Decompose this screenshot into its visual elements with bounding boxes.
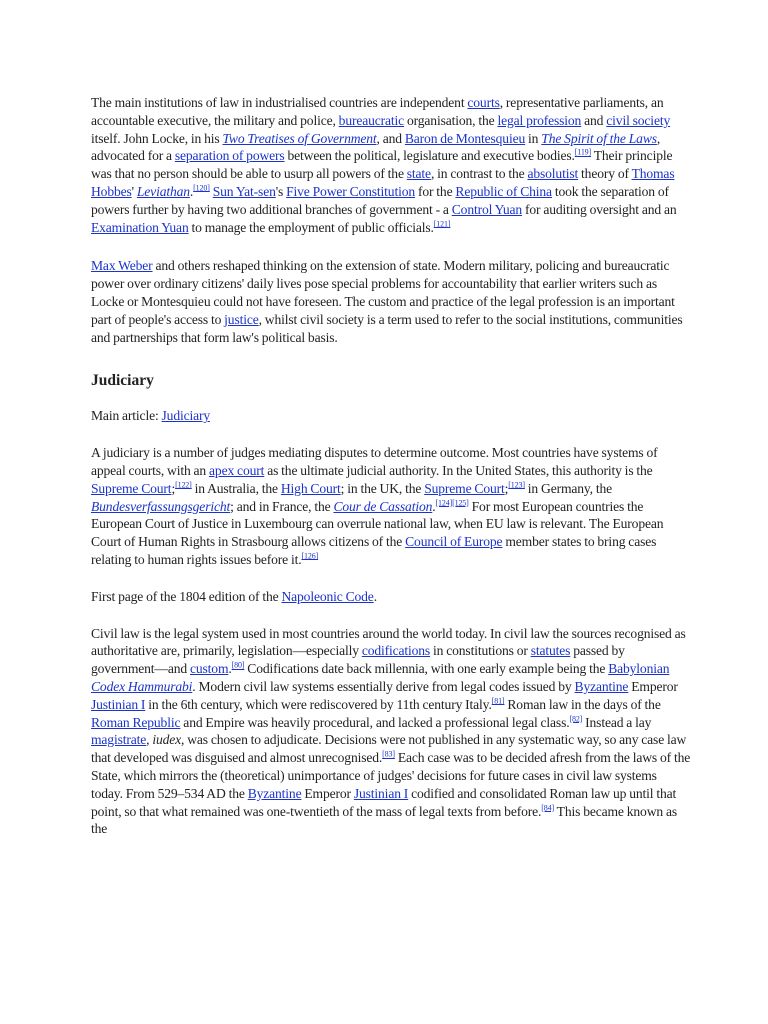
text: in Australia, the: [191, 480, 281, 496]
link-roman-republic[interactable]: Roman Republic: [91, 714, 181, 730]
text: organisation, the: [404, 112, 498, 128]
text: ;: [504, 480, 509, 496]
text: theory of: [578, 166, 632, 182]
paragraph-max-weber: [91, 257, 691, 346]
text: codified and consolidated Roman law up until that point, so that what remained was one-twentieth of the mass of legal texts from before.: [91, 785, 677, 819]
text: ; and in France, the: [230, 498, 334, 514]
link-max-weber[interactable]: Max Weber: [91, 258, 153, 274]
text: Civil law is the legal system used in most countries around the world today. In civil law the sources recognised as authoritative are, primarily, legislation—especially: [91, 625, 686, 659]
text: .: [189, 183, 194, 199]
link-republic-of-china[interactable]: Republic of China: [455, 183, 552, 199]
text: took the separation of powers further by having two additional branches of government - a: [91, 183, 669, 217]
text: , and: [376, 130, 405, 146]
text: in constitutions or: [430, 643, 531, 659]
link-civil-society[interactable]: civil society: [606, 112, 671, 128]
text: Roman law in the days of the: [504, 696, 661, 712]
text: , was chosen to adjudicate. Decisions were not published in any systematic way, so any case law that developed was disguised and almost unrecognised.: [91, 732, 687, 766]
reference-120: [193, 183, 210, 192]
link-thomas-hobbes[interactable]: Thomas Hobbes: [91, 166, 675, 199]
link-bureaucratic[interactable]: bureaucratic: [338, 112, 405, 128]
link-supreme-court-uk[interactable]: Supreme Court: [424, 480, 505, 496]
text: First page of the 1804 edition of the: [91, 588, 282, 604]
citation-link[interactable]: [119]: [574, 147, 592, 157]
reference-122: [175, 480, 192, 489]
text: .: [373, 588, 377, 604]
reference-80: [232, 661, 245, 670]
text: and Empire was heavily procedural, and lacked a professional legal class.: [180, 714, 570, 730]
citation-link[interactable]: [120]: [193, 183, 210, 193]
text: A judiciary is a number of judges mediating disputes to determine outcome. Most countries have systems of appeal courts, with an: [91, 445, 658, 478]
text: ,: [146, 732, 153, 748]
text: .: [432, 498, 436, 514]
section-heading: Judiciary: [91, 372, 154, 390]
text: Instead a lay: [582, 714, 652, 730]
link-five-power-constitution[interactable]: Five Power Constitution: [286, 183, 415, 199]
paragraph-judiciary: [91, 444, 691, 569]
link-apex-court[interactable]: apex court: [209, 462, 265, 478]
image-caption: [91, 588, 691, 606]
text: ;: [171, 480, 176, 496]
link-supreme-court-us[interactable]: Supreme Court: [91, 480, 172, 496]
text: itself. John Locke, in his: [91, 130, 223, 146]
link-babylonian[interactable]: Babylonian: [608, 661, 670, 677]
text: , whilst civil society is a term used to refer to the social institutions, communities and partnerships that form law's political basis.: [91, 311, 683, 345]
text: .: [228, 661, 232, 677]
link-cour-de-cassation[interactable]: Cour de Cassation: [333, 498, 433, 514]
text: and: [581, 112, 607, 128]
link-byzantine[interactable]: Byzantine: [574, 678, 629, 694]
text: . Modern civil law systems essentially derive from legal codes issued by: [192, 678, 575, 694]
iudex-term: iudex: [152, 732, 182, 748]
link-courts[interactable]: courts: [467, 95, 500, 110]
text: Their principle was that no person should be able to usurp all powers of the: [91, 148, 673, 182]
link-control-yuan[interactable]: Control Yuan: [451, 201, 523, 217]
link-examination-yuan[interactable]: Examination Yuan: [91, 219, 189, 235]
link-napoleonic-code[interactable]: Napoleonic Code: [281, 588, 374, 604]
text: in: [525, 130, 542, 146]
reference-124-125: [436, 498, 469, 507]
link-leviathan[interactable]: Leviathan: [136, 183, 190, 199]
link-council-of-europe[interactable]: Council of Europe: [405, 534, 503, 550]
citation-link[interactable]: [126]: [301, 551, 319, 561]
reference-121: [434, 219, 451, 228]
text: For most European countries the European Court of Justice in Luxembourg can overrule national law, when EU law is relevant. The European Court of Human Rights in Strasbourg allows citizens of the: [91, 498, 664, 550]
link-justinian-i[interactable]: Justinian I: [91, 696, 146, 712]
text: member states to bring cases relating to human rights issues before it.: [91, 534, 657, 567]
link-judiciary[interactable]: Judiciary: [161, 408, 211, 424]
citation-link[interactable]: [82]: [569, 713, 583, 723]
paragraph-civil-law: [91, 625, 691, 839]
citation-link[interactable]: [84]: [541, 802, 554, 812]
citation-link[interactable]: [81]: [491, 696, 505, 706]
text: as the ultimate judicial authority. In the United States, this authority is the: [264, 462, 653, 478]
paragraph-institutions: [91, 94, 691, 236]
citation-link[interactable]: [80]: [231, 660, 245, 670]
link-state[interactable]: state: [406, 166, 431, 182]
link-statutes[interactable]: statutes: [530, 643, 571, 659]
reference-81: [492, 696, 505, 705]
text: Emperor: [301, 785, 354, 801]
text: between the political, legislature and executive bodies.: [284, 148, 575, 164]
link-high-court[interactable]: High Court: [280, 480, 341, 496]
link-codifications[interactable]: codifications: [361, 643, 431, 659]
main-article-note: [91, 407, 691, 425]
link-custom[interactable]: custom: [190, 661, 229, 677]
text: ; in the UK, the: [340, 480, 425, 496]
link-codex-hammurabi[interactable]: Codex Hammurabi: [91, 678, 193, 694]
link-separation-of-powers[interactable]: separation of powers: [174, 148, 285, 164]
link-montesquieu[interactable]: Baron de Montesquieu: [404, 130, 526, 146]
link-legal-profession[interactable]: legal profession: [497, 112, 582, 128]
text: , representative parliaments, an accountable executive, the military and police,: [91, 95, 664, 128]
link-spirit-of-laws[interactable]: The Spirit of the Laws: [541, 130, 657, 146]
citation-link[interactable]: [121]: [433, 219, 451, 229]
text: Emperor: [628, 678, 678, 694]
text: in Germany, the: [524, 480, 613, 496]
citation-link[interactable]: [123]: [508, 480, 525, 490]
citation-link[interactable]: [122]: [175, 480, 192, 490]
reference-82: [569, 714, 582, 723]
text: This became known as the: [91, 803, 677, 837]
text: ': [131, 183, 137, 199]
citation-link[interactable]: [124][125]: [435, 498, 469, 508]
reference-126: [302, 551, 319, 560]
text: Each case was to be decided afresh from the laws of the State, which mirrors the (theoretical) unimportance of judges' decisions for future cases in civil law systems today. From 529–534 AD the: [91, 750, 691, 801]
reference-119: [575, 148, 591, 157]
main-article-label: Main article:: [91, 408, 162, 424]
link-justinian-i-2[interactable]: Justinian I: [353, 785, 409, 801]
text: passed by government—and: [91, 643, 625, 677]
text: in the 6th century, which were rediscovered by 11th century Italy.: [145, 696, 492, 712]
citation-link[interactable]: [83]: [382, 749, 395, 759]
link-justice[interactable]: justice: [224, 311, 259, 327]
link-absolutist[interactable]: absolutist: [527, 166, 579, 182]
link-two-treatises[interactable]: Two Treatises of Government: [222, 130, 377, 146]
article-body: [91, 94, 691, 838]
reference-84: [541, 803, 554, 812]
text: for the: [415, 183, 456, 199]
text: , in contrast to the: [430, 166, 528, 182]
reference-123: [508, 480, 525, 489]
text: The main institutions of law in industrialised countries are independent: [91, 95, 468, 110]
text: to manage the employment of public officials.: [188, 219, 434, 235]
text: , advocated for a: [91, 130, 661, 164]
link-magistrate[interactable]: magistrate: [91, 732, 147, 748]
reference-83: [382, 750, 395, 759]
text: for auditing oversight and an: [522, 201, 677, 217]
link-bundesverfassungsgericht[interactable]: Bundesverfassungsgericht: [91, 498, 231, 514]
link-byzantine-2[interactable]: Byzantine: [247, 785, 302, 801]
text: 's: [275, 183, 287, 199]
text: and others reshaped thinking on the extension of state. Modern military, policing and bureaucratic power over ordinary citizens' daily lives pose special problems for accountability that earlier writers such as Locke or Montesquieu could not have foreseen. The custom and practice of the legal profession is an important part of people's access to: [91, 258, 675, 327]
link-sun-yat-sen[interactable]: Sun Yat-sen: [212, 183, 276, 199]
text: Codifications date back millennia, with one early example being the: [244, 661, 609, 677]
